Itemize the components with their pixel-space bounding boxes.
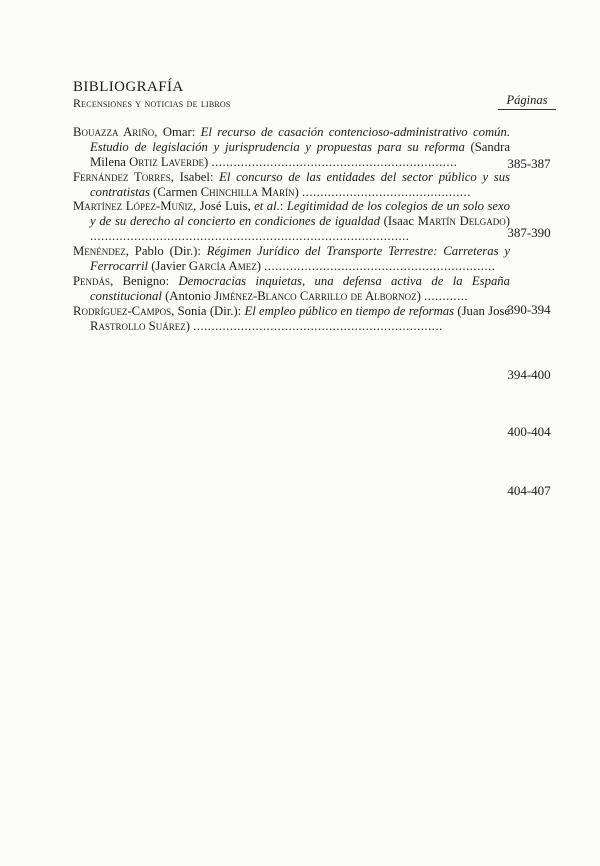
entry-work-title: Legitimidad de los colegios de un solo sexo y de su derecho al concierto en condiciones de igualdad [90,199,511,228]
entry-author: Rodríguez-Campos [73,304,172,318]
entry-text: Menéndez, Pablo (Dir.): Régimen Jurídico del Transporte Terrestre: Carreteras y Ferrocarril (Javier García Amez) ............................................................... [73,244,511,273]
entry-pages: 404-407 [507,483,551,498]
entry-author: Martínez López-Muñiz [73,199,193,213]
entry-text: Rodríguez-Campos, Sonia (Dir.): El empleo público en tiempo de reformas (Juan José Rastrollo Suárez) .................................................................... [73,304,510,333]
entry-reviewer: Jiménez-Blanco Carrillo de Albornoz [214,289,417,303]
entry-pages: 400-404 [507,424,551,439]
section-subtitle: Recensiones y noticias de libros [73,96,231,110]
section-title: BIBLIOGRAFÍA [73,79,184,95]
dot-leader: ............................................................... [264,259,496,273]
entry-author: Menéndez [73,244,126,258]
entry-work-title: El concurso de las entidades del sector público y sus contratistas [90,170,510,199]
entry-text: Pendás, Benigno: Democracias inquietas, una defensa activa de la España constitucional (Antonio Jiménez-Blanco Carrillo de Albornoz) ............ [73,274,510,303]
entry-text: Bouazza Ariño, Omar: El recurso de casación contencioso-administrativo común. Estudio de legislación y jurisprudencia y propuestas para su reforma (Sandra Milena Ortiz Laverde) ................................................................... [73,125,510,169]
dot-leader: ............ [424,289,469,303]
dot-leader: .................................................................... [193,319,443,333]
entry-work-title: El empleo público en tiempo de reformas [244,304,455,318]
bibliography-entry [73,125,558,170]
entry-pages: 390-394 [507,302,551,317]
bibliography-list [73,125,558,498]
dot-leader: .............................................. [301,185,471,199]
entry-work-title: El recurso de casación contencioso-administrativo común. Estudio de legislación y jurisprudencia y propuestas para su reforma [90,125,510,154]
dot-leader: ....................................................................................... [90,229,410,243]
entry-reviewer: Martín Delgado [417,214,506,228]
entry-author: Pendás [73,274,111,288]
entry-pages: 387-390 [507,225,551,240]
pages-column-header: Páginas [498,93,556,110]
entry-reviewer: Ortiz Laverde [129,155,205,169]
entry-work-title: Régimen Jurídico del Transporte Terrestre: Carreteras y Ferrocarril [90,244,511,273]
entry-pages: 394-400 [507,367,551,382]
entry-reviewer: Chinchilla Marín [200,185,295,199]
entry-text: Fernández Torres, Isabel: El concurso de las entidades del sector público y sus contratistas (Carmen Chinchilla Marín) .............................................. [73,170,510,199]
entry-pages: 385-387 [507,156,551,171]
dot-leader: ................................................................... [211,155,458,169]
entry-text: Martínez López-Muñiz, José Luis, et al.: Legitimidad de los colegios de un solo sexo y de su derecho al concierto en condiciones de igualdad (Isaac Martín Delgado) ....................................................................................... [73,199,511,243]
entry-author: Bouazza Ariño [73,125,155,139]
entry-reviewer: Rastrollo Suárez [90,319,186,333]
entry-work-title: Democracias inquietas, una defensa activa de la España constitucional [90,274,510,303]
entry-reviewer: García Amez [188,259,257,273]
entry-author: Fernández Torres [73,170,171,184]
